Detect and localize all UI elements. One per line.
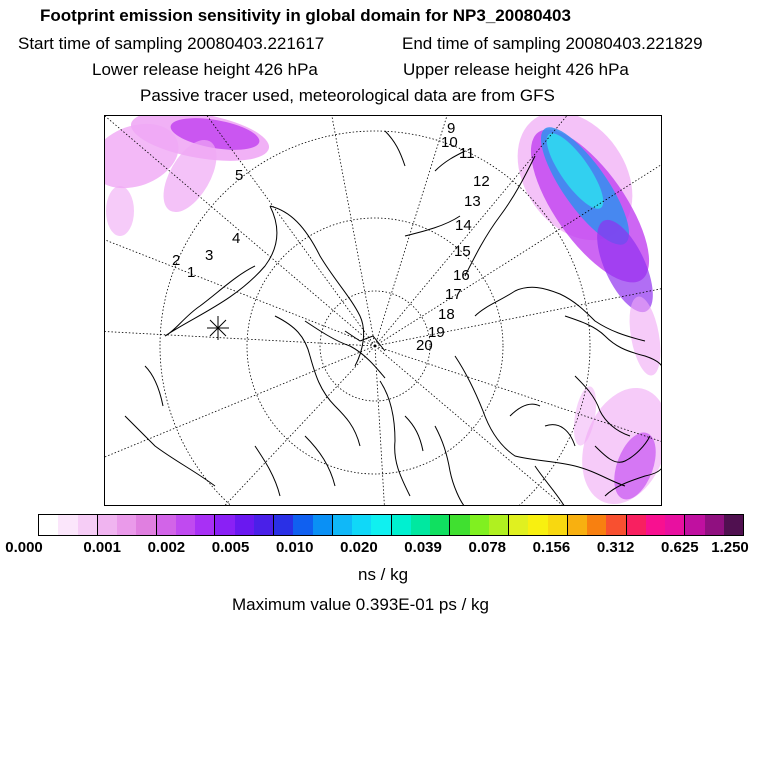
color-scale-cell xyxy=(195,515,215,535)
color-scale-cell xyxy=(39,515,58,535)
color-scale-cell xyxy=(587,515,606,535)
color-scale-tick-label: 0.002 xyxy=(147,539,186,556)
color-scale-tick-label: 0.078 xyxy=(468,539,507,556)
meridian-line xyxy=(105,331,375,346)
sampling-end-text: End time of sampling 20080403.221829 xyxy=(402,34,703,53)
color-scale-cell xyxy=(235,515,254,535)
point-label-9: 9 xyxy=(447,120,456,137)
point-label-11: 11 xyxy=(459,145,475,162)
coastline-lakes xyxy=(510,404,575,446)
color-scale-cell xyxy=(627,515,646,535)
coastline-scandinavia xyxy=(405,416,465,506)
point-label-16: 16 xyxy=(453,267,470,284)
point-label-20: 20 xyxy=(416,337,433,354)
point-label-17: 17 xyxy=(445,286,462,303)
color-scale-cell xyxy=(313,515,333,535)
coastline-arctic-archipelago xyxy=(305,321,385,378)
color-scale-tick-label: 1.250 xyxy=(711,539,749,556)
point-label-3: 3 xyxy=(205,247,214,264)
color-scale-cell xyxy=(78,515,98,535)
meridian-line xyxy=(105,346,375,461)
color-scale-bar xyxy=(38,514,744,536)
color-scale-cell xyxy=(548,515,568,535)
color-scale-cell xyxy=(293,515,312,535)
color-scale-cell xyxy=(724,515,743,535)
color-scale-cell xyxy=(646,515,665,535)
color-scale-cell xyxy=(215,515,234,535)
sensitivity-patch xyxy=(624,294,662,378)
color-scale-tick-label: 0.312 xyxy=(596,539,635,556)
color-scale-cell xyxy=(58,515,77,535)
color-scale-cell xyxy=(509,515,528,535)
meridian-line xyxy=(105,236,375,346)
color-scale-cell xyxy=(685,515,704,535)
color-scale-cell xyxy=(117,515,136,535)
coastline-canada xyxy=(270,206,364,366)
color-scale-tick-label: 0.156 xyxy=(532,539,571,556)
maximum-value-text: Maximum value 0.393E-01 ps / kg xyxy=(232,595,490,614)
color-scale-cell xyxy=(157,515,176,535)
emission-sensitivity-field xyxy=(105,116,662,506)
color-scale-tick-label: 0.000 xyxy=(5,539,43,556)
color-scale-cell xyxy=(176,515,195,535)
point-label-4: 4 xyxy=(232,230,241,247)
color-scale-cell xyxy=(352,515,371,535)
coastline-greenland-east xyxy=(380,381,410,496)
sensitivity-patch xyxy=(106,186,134,236)
tracer-note-text: Passive tracer used, meteorological data are from GFS xyxy=(140,86,555,105)
point-label-1: 1 xyxy=(187,264,196,281)
point-label-13: 13 xyxy=(464,193,481,210)
color-scale-cell xyxy=(333,515,352,535)
color-scale-cell xyxy=(98,515,117,535)
point-label-14: 14 xyxy=(455,217,472,234)
color-scale-cell xyxy=(392,515,411,535)
color-scale-cell xyxy=(411,515,430,535)
color-scale-cell xyxy=(489,515,509,535)
color-scale-tick-label: 0.005 xyxy=(211,539,250,556)
map-canvas xyxy=(105,116,662,506)
color-scale-cell xyxy=(254,515,274,535)
color-scale-cell xyxy=(470,515,489,535)
point-label-15: 15 xyxy=(454,243,471,260)
lower-release-height-text: Lower release height 426 hPa xyxy=(92,60,318,79)
point-label-2: 2 xyxy=(172,252,181,269)
meridian-line xyxy=(215,346,375,506)
color-scale-tick-label: 0.010 xyxy=(275,539,314,556)
map-title: Footprint emission sensitivity in global domain for NP3_20080403 xyxy=(40,6,571,25)
color-scale-cell xyxy=(705,515,724,535)
sampling-start-text: Start time of sampling 20080403.221617 xyxy=(18,34,325,53)
polar-map-panel xyxy=(104,115,662,506)
color-scale-cell xyxy=(371,515,391,535)
color-scale-cell xyxy=(528,515,547,535)
coastline-greenland-west xyxy=(275,316,360,446)
point-label-12: 12 xyxy=(473,173,490,190)
release-marker xyxy=(207,316,229,340)
color-scale-cell xyxy=(136,515,156,535)
point-label-5: 5 xyxy=(235,167,244,184)
point-label-18: 18 xyxy=(438,306,455,323)
color-scale-tick-label: 0.001 xyxy=(83,539,121,556)
coastline-north-america xyxy=(165,206,277,336)
color-scale-cell xyxy=(665,515,685,535)
color-scale-cell xyxy=(274,515,293,535)
color-scale-cell xyxy=(568,515,587,535)
coastline-atlantic xyxy=(255,436,335,496)
point-label-19: 19 xyxy=(428,324,445,341)
point-label-10: 10 xyxy=(441,134,458,151)
meridian-line xyxy=(330,116,375,346)
color-scale-cell xyxy=(450,515,469,535)
upper-release-height-text: Upper release height 426 hPa xyxy=(403,60,629,79)
color-scale-tick-label: 0.020 xyxy=(340,539,378,556)
color-scale-unit: ns / kg xyxy=(358,565,409,584)
color-scale-cell xyxy=(606,515,626,535)
color-scale-tick-label: 0.625 xyxy=(661,539,699,556)
coastline-hudson xyxy=(125,366,215,486)
color-scale-cell xyxy=(430,515,450,535)
meridian-line xyxy=(375,346,385,506)
color-scale-tick-label: 0.039 xyxy=(404,539,442,556)
